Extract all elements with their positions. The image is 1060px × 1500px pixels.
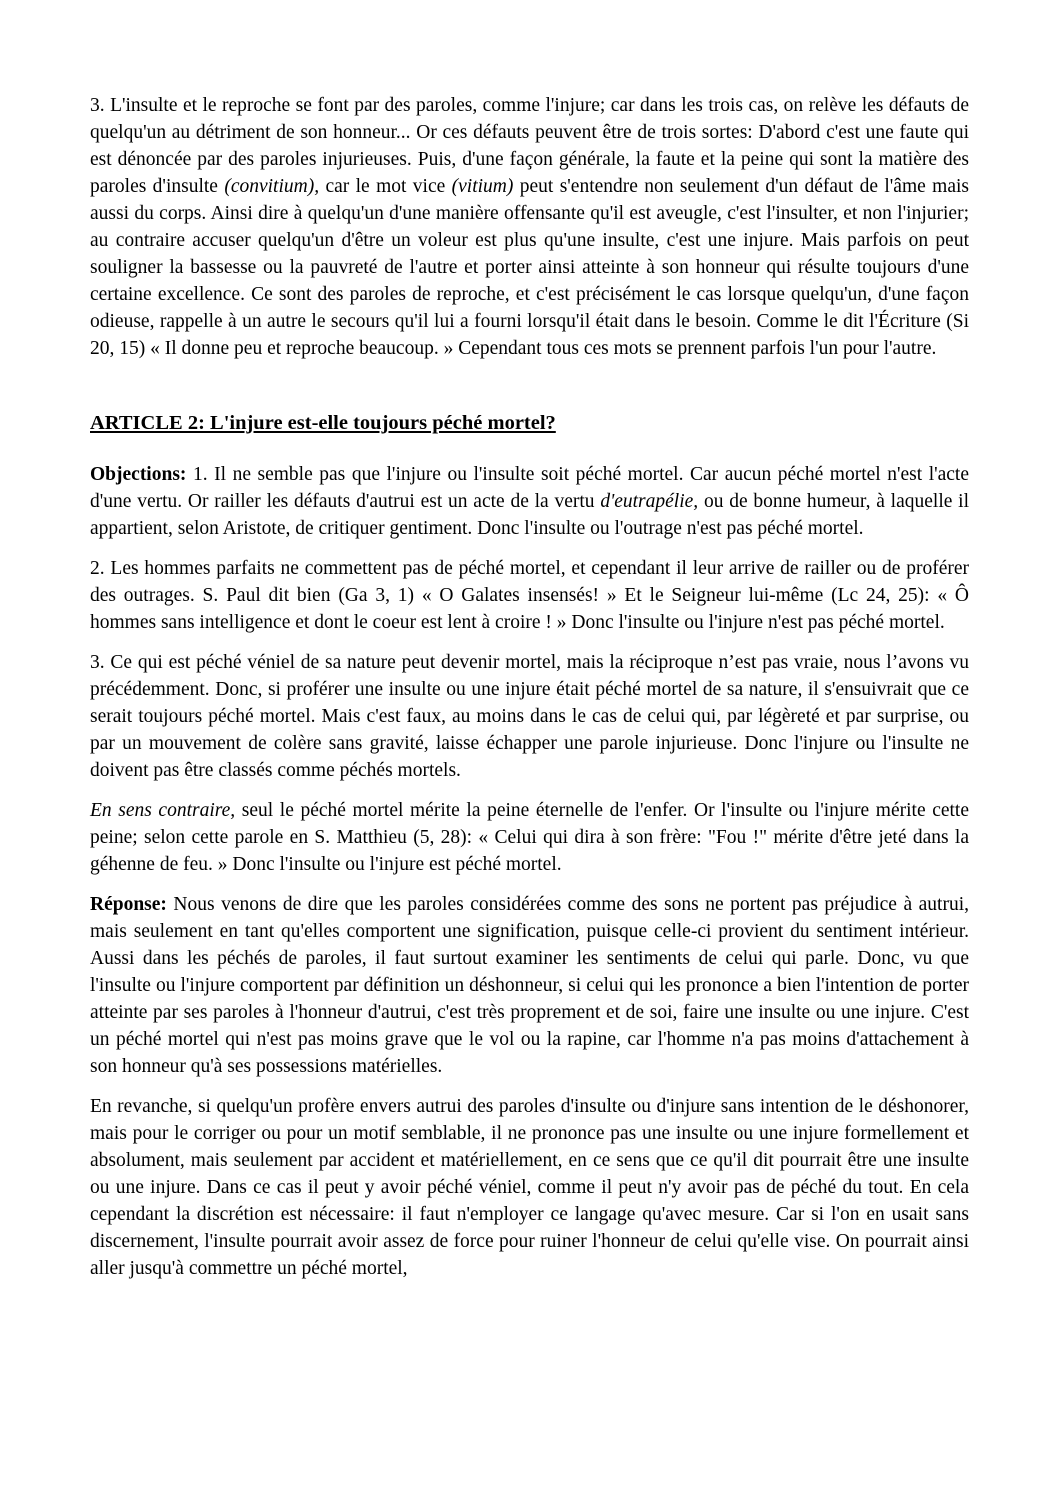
text-run: ou de bonne humeur, à laquelle il appartient, selon Aristote, de critiquer gentiment. Donc l'insulte ou l'outrage n'est pas péché mortel. xyxy=(90,491,969,539)
text-run: peut s'entendre non seulement d'un défaut de l'âme mais aussi du corps. Ainsi dire à quelqu'un d'une manière offensante qu'il est aveugle, c'est l'insulter, et non l'injurier; au contraire accuser quelqu'un d'être un voleur est plus qu'une insulte, c'est une injure. Mais parfois on peut souligner la bassesse ou la pauvreté de l'autre et porter ainsi atteinte à son honneur qui résulte toujours d'une certaine excellence. Ce sont des paroles de reproche, et c'est précisément le cas lorsque quelqu'un, d'une façon odieuse, rappelle à un autre le secours qu'il lui a fourni lorsqu'il était dans le besoin. Comme le dit l'Écriture (Si 20, 15) « Il donne peu et reproche beaucoup. » Cependant tous ces mots se prennent parfois l'un pour l'autre. xyxy=(90,176,969,359)
paragraph xyxy=(90,1093,969,1282)
text-run: d'eutrapélie, xyxy=(600,491,699,512)
text-run: (vitium) xyxy=(451,176,514,197)
paragraph xyxy=(90,555,969,636)
text-run: 3. Ce qui est péché véniel de sa nature peut devenir mortel, mais la réciproque n’est pas vraie, nous l’avons vu précédemment. Donc, si proférer une insulte ou une injure était péché mortel de sa nature, il s'ensuivrait que ce serait toujours péché mortel. Mais c'est faux, au moins dans le cas de celui qui, par légèreté et par surprise, ou par un mouvement de colère sans gravité, laisse échapper une parole injurieuse. Donc l'injure ou l'insulte ne doivent pas être classés comme péchés mortels. xyxy=(90,652,969,781)
paragraph xyxy=(90,461,969,542)
text-run: 1. Il ne semble pas que l'injure ou l'insulte soit péché mortel. Car aucun péché mortel n'est l'acte d'une vertu. Or railler les défauts d'autrui est un acte de la vertu xyxy=(90,464,970,512)
text-run: 2. Les hommes parfaits ne commettent pas de péché mortel, et cependant il leur arrive de railler ou de proférer des outrages. S. Paul dit bien (Ga 3, 1) « O Galates insensés! » Et le Seigneur lui-même (Lc 24, 25): « Ô hommes sans intelligence et dont le coeur est lent à croire ! » Donc l'insulte ou l'injure n'est pas péché mortel. xyxy=(90,558,969,633)
paragraph xyxy=(90,891,969,1080)
text-run: ARTICLE 2: L'injure est-elle toujours péché mortel? xyxy=(90,412,556,434)
text-run: 3. L'insulte et le reproche se font par des paroles, comme l'injure; car dans les trois cas, on relève les défauts de quelqu'un au détriment de son honneur... Or ces défauts peuvent être de trois sortes: D'abord c'est une faute qui est dénoncée par des paroles injurieuses. Puis, d'une façon générale, la faute et la peine qui sont la matière des paroles d'insulte xyxy=(90,95,969,197)
paragraph xyxy=(90,92,969,362)
document-content xyxy=(90,92,969,1295)
paragraph xyxy=(90,649,969,784)
text-run: Nous venons de dire que les paroles considérées comme des sons ne portent pas préjudice à autrui, mais seulement en tant qu'elles comportent une signification, puisque celle-ci provient du sentiment intérieur. Aussi dans les péchés de paroles, il faut surtout examiner les sentiments de celui qui parle. Donc, vu que l'insulte ou l'injure comportent par définition un déshonneur, si celui qui les prononce a bien l'intention de porter atteinte par ses paroles à l'honneur d'autrui, c'est très proprement et de soi, faire une insulte ou une injure. C'est un péché mortel qui n'est pas moins grave que le vol ou la rapine, car l'homme n'a pas moins d'attachement à son honneur qu'à ses possessions matérielles. xyxy=(90,894,969,1077)
text-run: car le mot vice xyxy=(319,176,452,197)
text-run: En sens contraire, xyxy=(90,800,236,821)
text-run: Objections: xyxy=(90,464,193,485)
paragraph xyxy=(90,797,969,878)
text-run: seul le péché mortel mérite la peine éternelle de l'enfer. Or l'insulte ou l'injure mérite cette peine; selon cette parole en S. Matthieu (5, 28): « Celui qui dira à son frère: "Fou !" mérite d'être jeté dans la géhenne de feu. » Donc l'insulte ou l'injure est péché mortel. xyxy=(90,800,969,875)
text-run: Réponse: xyxy=(90,894,174,915)
text-run: En revanche, si quelqu'un profère envers autrui des paroles d'insulte ou d'injure sans intention de le déshonorer, mais pour le corriger ou pour un motif semblable, il ne prononce pas une insulte ou une injure formellement et absolument, mais seulement par accident et matériellement, en ce sens que ce qu'il dit pourrait être une insulte ou une injure. Dans ce cas il peut y avoir péché véniel, comme il peut n'y avoir pas de péché du tout. En cela cependant la discrétion est nécessaire: il faut n'employer ce langage qu'avec mesure. Car si l'on en usait sans discernement, l'insulte pourrait avoir assez de force pour ruiner l'honneur de celui qu'elle vise. On pourrait ainsi aller jusqu'à commettre un péché mortel, xyxy=(90,1096,969,1279)
article-heading xyxy=(90,410,969,437)
text-run: (convitium), xyxy=(224,176,320,197)
